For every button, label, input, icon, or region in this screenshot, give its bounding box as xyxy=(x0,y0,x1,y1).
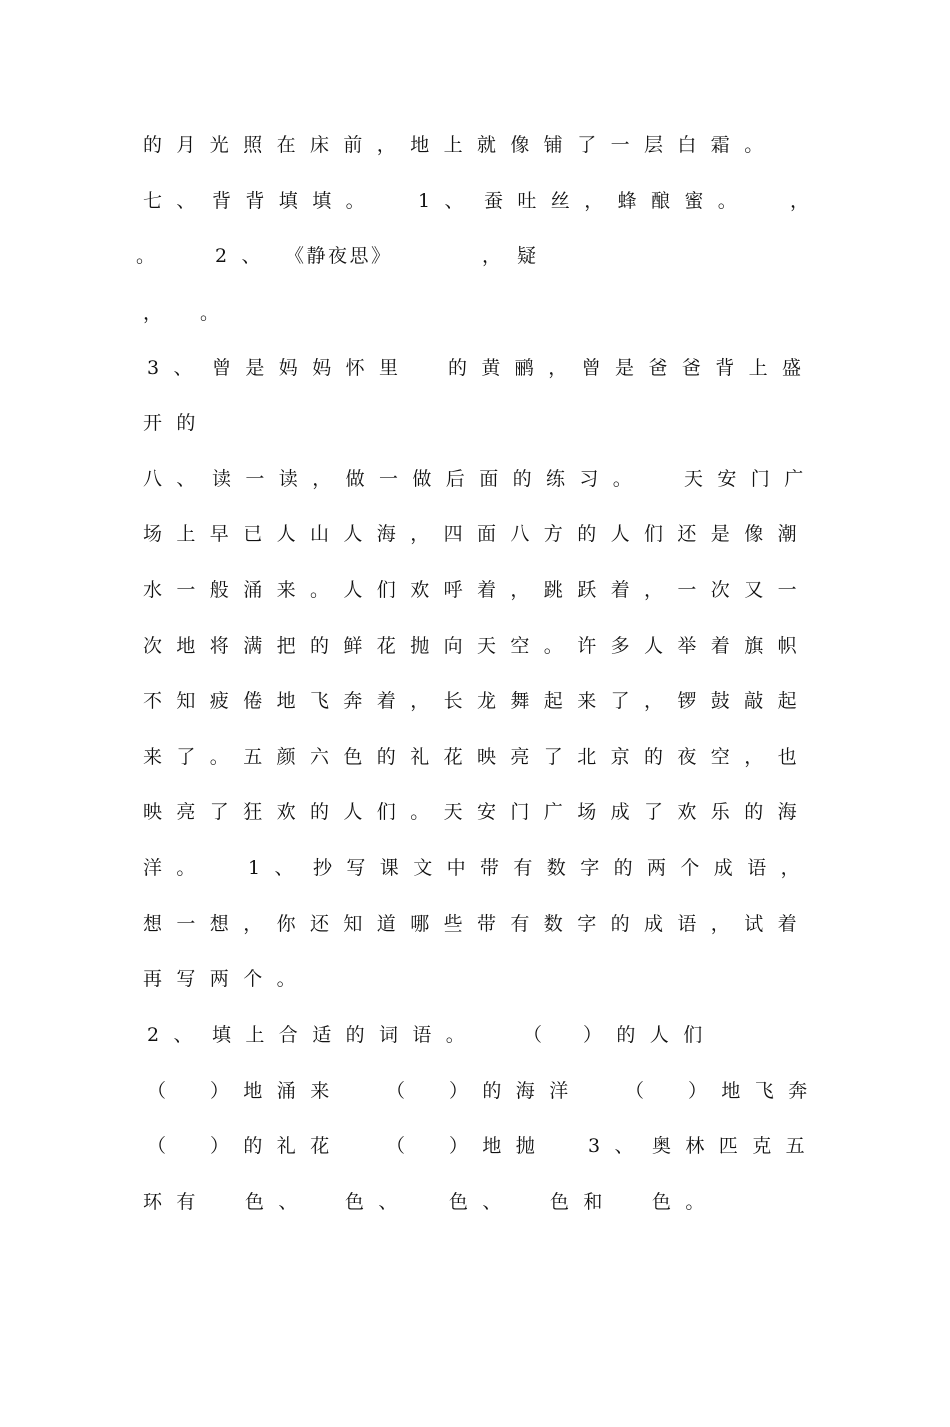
text-line xyxy=(0,1187,719,1217)
text-line xyxy=(0,186,810,216)
text-line xyxy=(0,1020,717,1050)
text-line xyxy=(0,797,812,827)
text-line xyxy=(0,909,812,939)
text-segment: 洋。 xyxy=(143,857,210,879)
text-line xyxy=(0,742,812,772)
text-segment: 。 xyxy=(200,302,220,324)
text-segment: 水一般涌来。人们欢呼着，跳跃着，一次又一 xyxy=(143,579,812,601)
poem-title: 《静夜思》 xyxy=(285,245,393,267)
text-line xyxy=(0,519,812,549)
text-segment: 想一想，你还知道哪些带有数字的成语，试着 xyxy=(143,913,812,935)
blank-open-paren: （ xyxy=(386,1080,406,1102)
text-segment: ， xyxy=(790,190,810,212)
text-segment: ， xyxy=(143,302,163,324)
section-number: 七、 xyxy=(143,190,210,212)
text-segment: ， xyxy=(482,245,502,267)
question-number: 2、 xyxy=(147,1024,207,1046)
text-segment: 奥林匹克五 xyxy=(652,1135,820,1157)
text-segment: 映亮了狂欢的人们。天安门广场成了欢乐的海 xyxy=(143,801,812,823)
text-line xyxy=(0,1131,820,1161)
question-number: 2、 xyxy=(215,245,275,267)
text-segment: 色、 xyxy=(345,1191,412,1213)
question-number: 3、 xyxy=(588,1135,648,1157)
text-segment: ）的礼花 xyxy=(210,1135,344,1157)
text-segment: 色、 xyxy=(245,1191,312,1213)
text-segment: 不知疲倦地飞奔着，长龙舞起来了，锣鼓敲起 xyxy=(143,690,812,712)
text-line xyxy=(0,464,818,494)
blank-open-paren: （ xyxy=(625,1080,645,1102)
text-line xyxy=(0,241,537,271)
text-line xyxy=(0,408,210,438)
blank-open-paren: （ xyxy=(386,1135,406,1157)
question-number: 3、 xyxy=(147,357,207,379)
text-segment: ）的人们 xyxy=(583,1024,717,1046)
text-segment: 。 xyxy=(136,245,156,267)
section-heading: 读一读，做一做后面的练习。 xyxy=(212,468,647,490)
blank-open-paren: （ xyxy=(147,1080,167,1102)
section-number: 八、 xyxy=(143,468,210,490)
text-segment: 的月光照在床前，地上就像铺了一层白霜。 xyxy=(143,134,778,156)
text-segment: 环有 xyxy=(143,1191,210,1213)
text-line xyxy=(0,853,815,883)
question-number: 1、 xyxy=(248,857,308,879)
blank-open-paren: （ xyxy=(523,1024,543,1046)
text-segment: 填上合适的词语。 xyxy=(212,1024,480,1046)
text-segment: 抄写课文中带有数字的两个成语， xyxy=(313,857,815,879)
text-segment: 次地将满把的鲜花抛向天空。许多人举着旗帜 xyxy=(143,635,812,657)
text-line xyxy=(0,964,311,994)
text-segment: 色。 xyxy=(652,1191,719,1213)
text-segment: 色、 xyxy=(449,1191,516,1213)
question-number: 1、 xyxy=(418,190,478,212)
text-segment: 场上早已人山人海，四面八方的人们还是像潮 xyxy=(143,523,812,545)
text-segment: 色和 xyxy=(550,1191,617,1213)
text-segment: 曾是妈妈怀里 xyxy=(212,357,413,379)
text-line xyxy=(0,1076,822,1106)
text-segment: 来了。五颜六色的礼花映亮了北京的夜空，也 xyxy=(143,746,812,768)
blank-open-paren: （ xyxy=(147,1135,167,1157)
text-segment: 天安门广 xyxy=(684,468,818,490)
text-line xyxy=(0,575,812,605)
text-segment: 再写两个。 xyxy=(143,968,311,990)
text-segment: 的黄鹂，曾是爸爸背上盛 xyxy=(448,357,816,379)
text-segment: ）地飞奔 xyxy=(688,1080,822,1102)
text-segment: 开的 xyxy=(143,412,210,434)
text-line xyxy=(0,130,778,160)
text-segment: 蚕吐丝，蜂酿蜜。 xyxy=(484,190,752,212)
text-line xyxy=(0,298,220,328)
text-segment: ）的海洋 xyxy=(449,1080,583,1102)
text-segment: ）地涌来 xyxy=(210,1080,344,1102)
text-segment: 疑 xyxy=(517,245,537,267)
text-segment: ）地抛 xyxy=(449,1135,550,1157)
text-line xyxy=(0,631,812,661)
text-line xyxy=(0,686,812,716)
text-line xyxy=(0,353,816,383)
section-heading: 背背填填。 xyxy=(212,190,380,212)
